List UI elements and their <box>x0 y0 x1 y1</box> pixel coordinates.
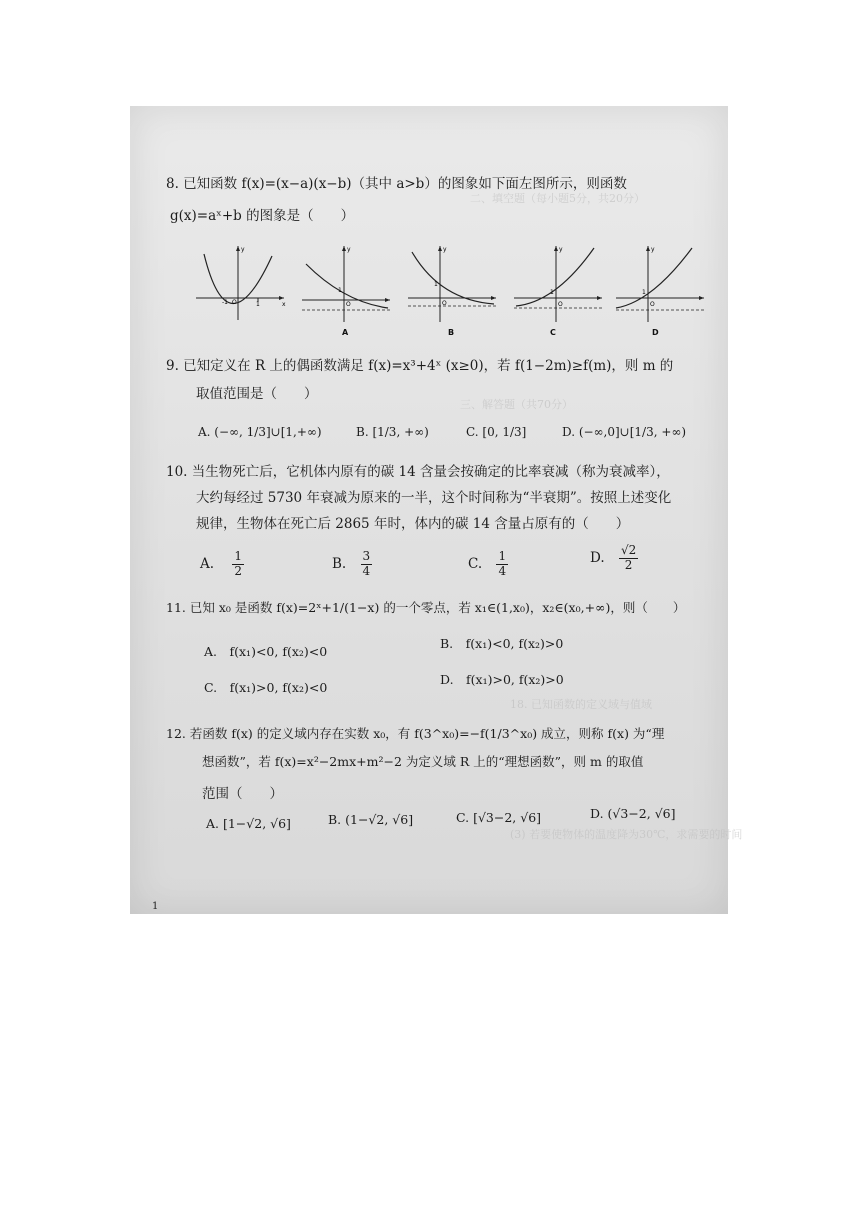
option-letter: A. <box>200 555 215 572</box>
question-12-line-3: 范围（ ） <box>202 786 283 802</box>
question-12-option-a: A. [1−√2, √6] <box>206 816 291 831</box>
svg-text:O: O <box>346 301 351 308</box>
option-letter: D. <box>590 549 605 566</box>
question-12-option-b: B. (1−√2, √6] <box>328 812 414 827</box>
question-12-option-c: C. [√3−2, √6] <box>456 810 542 825</box>
option-letter: C. <box>468 555 483 572</box>
graph-label-d: D <box>652 328 659 337</box>
svg-text:-1: -1 <box>222 299 228 306</box>
svg-text:1: 1 <box>550 289 554 296</box>
bleed-through-text: 18. 已知函数的定义域与值域 <box>510 698 652 711</box>
bleed-through-text: (3) 若要使物体的温度降为30℃，求需要的时间 <box>510 828 743 841</box>
svg-text:y: y <box>241 246 245 253</box>
graph-label-a: A <box>342 328 349 337</box>
question-9-option-a: A. (−∞, 1/3]∪[1,+∞) <box>198 425 322 439</box>
question-11-option-b: B. f(x₁)<0, f(x₂)>0 <box>440 636 564 651</box>
question-10-option-d <box>590 544 638 573</box>
svg-text:1: 1 <box>256 301 260 308</box>
graph-label-c: C <box>550 328 556 337</box>
question-10-option-b <box>332 550 372 579</box>
question-11-option-a: A. f(x₁)<0, f(x₂)<0 <box>204 644 328 659</box>
denominator: 2 <box>234 563 242 578</box>
svg-text:y: y <box>347 246 351 253</box>
numerator: 1 <box>498 549 507 563</box>
svg-text:1: 1 <box>434 281 438 288</box>
question-11-line-1: 11. 已知 x₀ 是函数 f(x)=2ˣ+1/(1−x) 的一个零点，若 x₁∈(1,x₀)，x₂∈(x₀,+∞)，则（ ） <box>166 600 686 615</box>
denominator: 4 <box>362 563 371 578</box>
bleed-through-text: 三、解答题（共70分） <box>460 398 573 411</box>
question-10-line-2: 大约每经过 5730 年衰减为原来的一半，这个时间称为“半衰期”。按照上述变化 <box>196 490 672 506</box>
svg-text:x: x <box>282 301 286 308</box>
svg-text:y: y <box>443 246 447 253</box>
question-12-option-d: D. (√3−2, √6] <box>590 806 676 821</box>
question-10-line-1: 10. 当生物死亡后，它机体内原有的碳 14 含量会按确定的比率衰减（称为衰减率）， <box>166 464 670 480</box>
question-9-line-2: 取值范围是（ ） <box>196 386 318 402</box>
graph-option-a <box>298 242 394 324</box>
question-9-option-d: D. (−∞,0]∪[1/3, +∞) <box>562 425 687 439</box>
question-8-line-1: 8. 已知函数 f(x)=(x−a)(x−b)（其中 a>b）的图象如下面左图所示，则函数 <box>166 176 627 192</box>
fraction <box>619 544 638 573</box>
question-10-line-3: 规律，生物体在死亡后 2865 年时，体内的碳 14 含量占原有的（ ） <box>196 516 630 532</box>
numerator: 1 <box>234 549 242 563</box>
bleed-through-text: 二、填空题（每小题5分，共20分） <box>470 192 645 205</box>
denominator: 4 <box>498 563 507 578</box>
svg-text:1: 1 <box>338 287 342 294</box>
question-9-option-c: C. [0, 1/3] <box>466 425 527 439</box>
svg-text:O: O <box>650 301 655 308</box>
question-12-line-1: 12. 若函数 f(x) 的定义域内存在实数 x₀，有 f(3^x₀)=−f(1/3^x₀) 成立，则称 f(x) 为“理 <box>166 726 665 741</box>
svg-text:O: O <box>442 300 447 307</box>
svg-text:1: 1 <box>642 289 646 296</box>
fraction <box>361 550 373 579</box>
question-10-option-c <box>468 550 508 579</box>
numerator: √2 <box>620 543 637 557</box>
graph-f-parabola <box>192 242 288 324</box>
option-letter: B. <box>332 555 347 572</box>
photographed-page <box>130 106 743 914</box>
fraction <box>496 550 508 579</box>
question-11-option-c: C. f(x₁)>0, f(x₂)<0 <box>204 680 328 695</box>
fraction <box>232 550 244 579</box>
graph-option-d <box>612 242 708 324</box>
graph-label-b: B <box>448 328 455 337</box>
graph-option-c <box>510 242 606 324</box>
question-11-option-d: D. f(x₁)>0, f(x₂)>0 <box>440 672 564 687</box>
denominator: 2 <box>624 557 633 572</box>
svg-text:y: y <box>559 246 563 253</box>
numerator: 3 <box>362 549 371 563</box>
svg-text:y: y <box>651 246 655 253</box>
page-corner-number: 1 <box>152 901 159 912</box>
svg-text:O: O <box>232 299 237 306</box>
question-10-option-a <box>200 550 244 579</box>
question-9-line-1: 9. 已知定义在 R 上的偶函数满足 f(x)=x³+4ˣ (x≥0)，若 f(1−2m)≥f(m)，则 m 的 <box>166 358 674 374</box>
svg-text:O: O <box>558 301 563 308</box>
question-8-line-2: g(x)=aˣ+b 的图象是（ ） <box>170 208 355 224</box>
question-12-line-2: 想函数”，若 f(x)=x²−2mx+m²−2 为定义域 R 上的“理想函数”，则 m 的取值 <box>202 754 644 769</box>
graph-option-b <box>404 242 500 324</box>
question-9-option-b: B. [1/3, +∞) <box>356 425 429 439</box>
